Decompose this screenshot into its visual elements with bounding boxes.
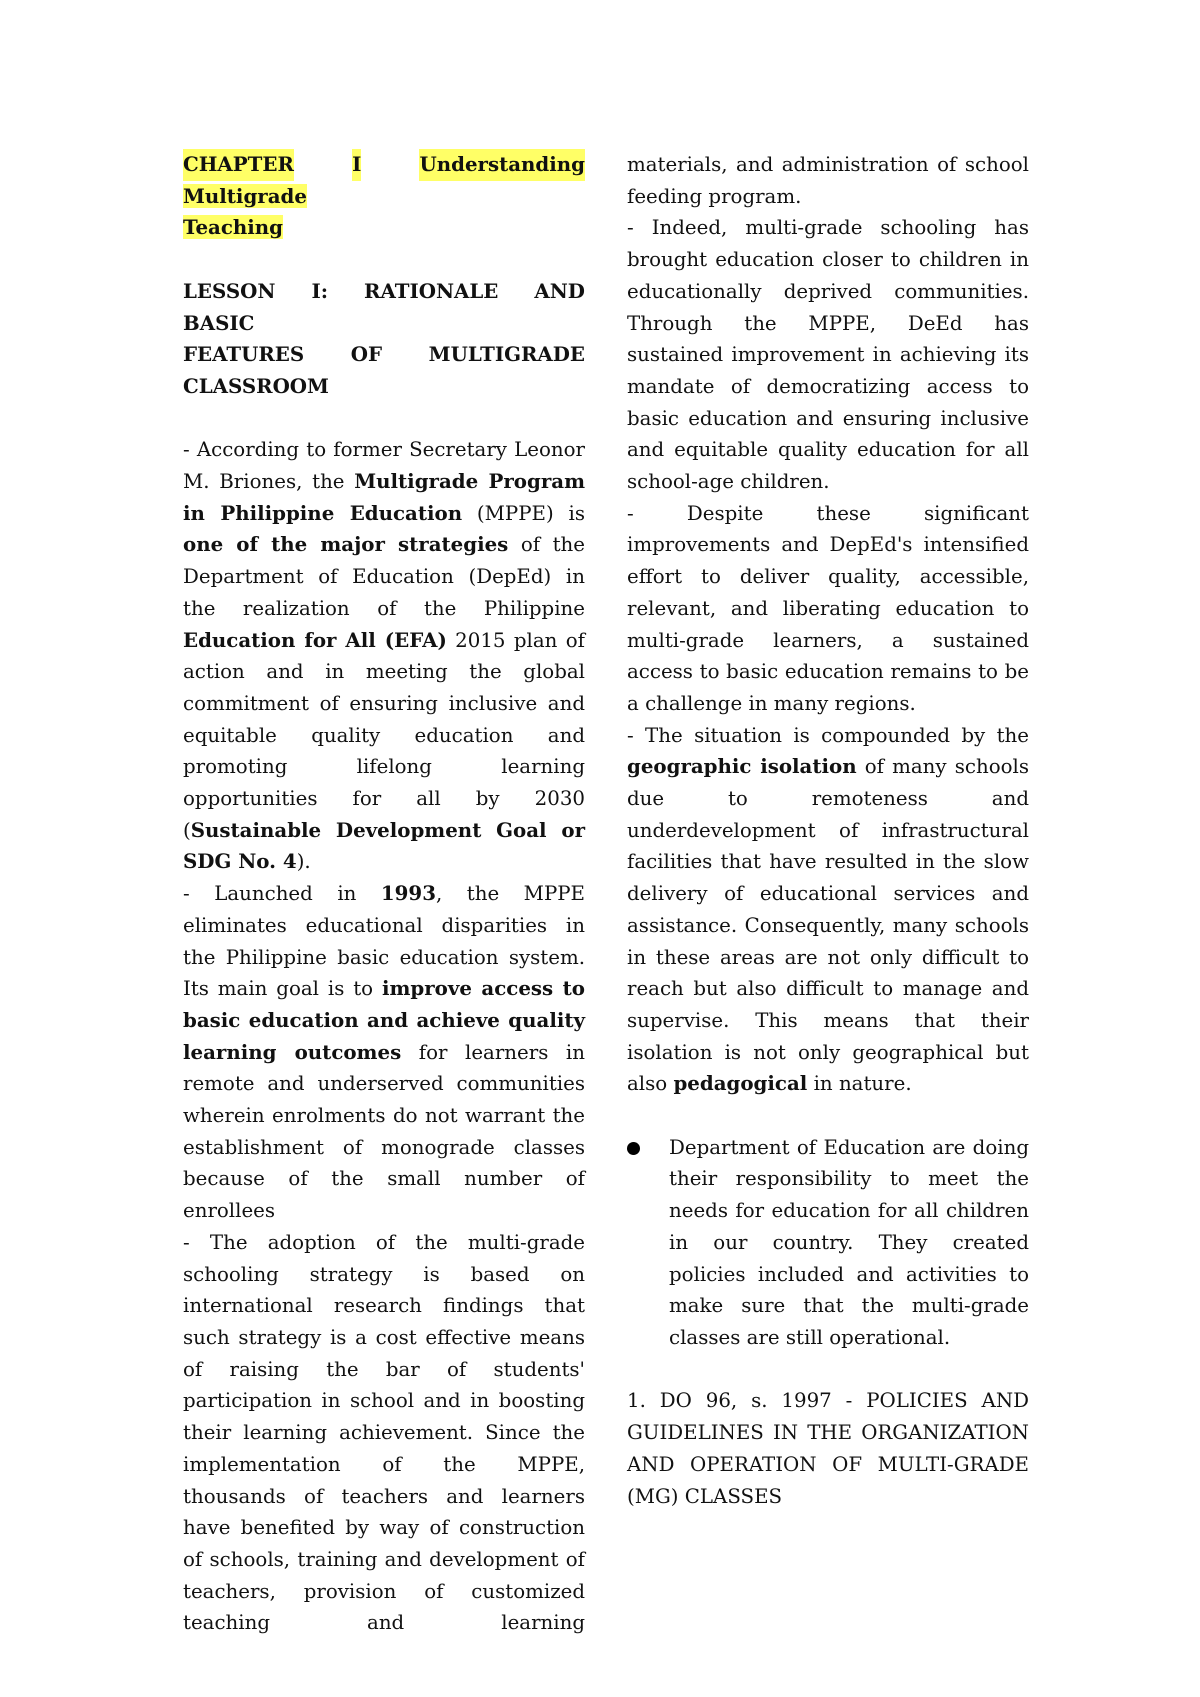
lesson-features: FEATURES — [183, 342, 305, 367]
paragraph-launched: - Launched in 1993, the MPPE eliminates educational disparities in the Philippine basic education system. Its main goal is to improve access to basic education and achieve quality learning outcomes for learners in remote and underserved communities wherein enrolments do not warrant the establishment of monograde classes because of the small number of enrollees — [183, 881, 585, 1223]
paragraph-briones: - According to former Secretary Leonor M. Briones, the Multigrade Program in Philippine Education (MPPE) is one of the major strategies of the Department of Education (DepEd) in the realization of the Philippine Education for All (EFA) 2015 plan of action and in meeting the global commitment of ensuring inclusive and equitable quality education and promoting lifelong learning opportunities for all by 2030 (Sustainable Development Goal or SDG No. 4). — [183, 438, 586, 874]
lesson-rationale: RATIONALE — [364, 278, 499, 303]
lesson-word: LESSON — [183, 278, 276, 303]
lesson-multigrade: MULTIGRADE — [428, 342, 585, 367]
chapter-title-line3 — [183, 212, 585, 244]
bullet-text: Department of Education are doing their responsibility to meet the needs for education for all children in our country. They created policies included and activities to make sure that the multi-grade classes are still operational. — [669, 1135, 1029, 1349]
paragraph-adoption-continued: materials, and administration of school feeding program. — [627, 153, 1029, 208]
chapter-multigrade: Multigrade — [183, 183, 307, 208]
paragraph-adoption: - The adoption of the multi-grade schooling strategy is based on international research findings that such strategy is a cost effective means of raising the bar of students' participation in school and in boosting their learning achievement. Since the implementation of the MPPE, thousands of teachers and learners have benefited by way of construction of schools, training and development of teachers, provision of customized teaching and learning — [183, 1230, 585, 1635]
lesson-title-line3 — [183, 339, 585, 371]
lesson-and: AND — [534, 278, 585, 303]
lesson-title-line4: CLASSROOM — [183, 373, 329, 398]
chapter-understanding: Understanding — [419, 149, 585, 181]
lesson-of: OF — [350, 342, 383, 367]
lesson-title-line2: BASIC — [183, 310, 255, 335]
right-column — [627, 149, 1029, 1512]
chapter-title-line1 — [183, 149, 585, 181]
chapter-teaching: Teaching — [183, 215, 284, 240]
paragraph-situation: - The situation is compounded by the geographic isolation of many schools due to remoteness and underdevelopment of infrastructural facilities that have resulted in the slow delivery of educational services and assistance. Consequently, many schools in these areas are not only difficult to reach but also difficult to manage and supervise. This means that their isolation is not only geographical but also pedagogical in nature. — [627, 723, 1030, 1096]
lesson-title-line1 — [183, 276, 585, 308]
bullet-dot-icon — [627, 1142, 640, 1155]
paragraph-despite: - Despite these significant improvements and DepEd's intensified effort to deliver quality, accessible, relevant, and liberating education to multi-grade learners, a sustained access to basic education remains to be a challenge in many regions. — [627, 501, 1029, 715]
paragraph-indeed: - Indeed, multi-grade schooling has brought education closer to children in educationally deprived communities. Through the MPPE, DeEd has sustained improvement in achieving its mandate of democratizing access to basic education and ensuring inclusive and equitable quality education for all school-age children. — [627, 216, 1029, 494]
chapter-title-line2 — [183, 181, 585, 213]
policy-item: 1. DO 96, s. 1997 - POLICIES AND GUIDELINES IN THE ORGANIZATION AND OPERATION OF MULTI-GRADE (MG) CLASSES — [627, 1389, 1029, 1508]
lesson-number: I: — [311, 278, 329, 303]
chapter-number: I — [352, 149, 361, 181]
chapter-word: CHAPTER — [183, 149, 294, 181]
left-column — [183, 149, 585, 1639]
bullet-item — [627, 1132, 1029, 1354]
